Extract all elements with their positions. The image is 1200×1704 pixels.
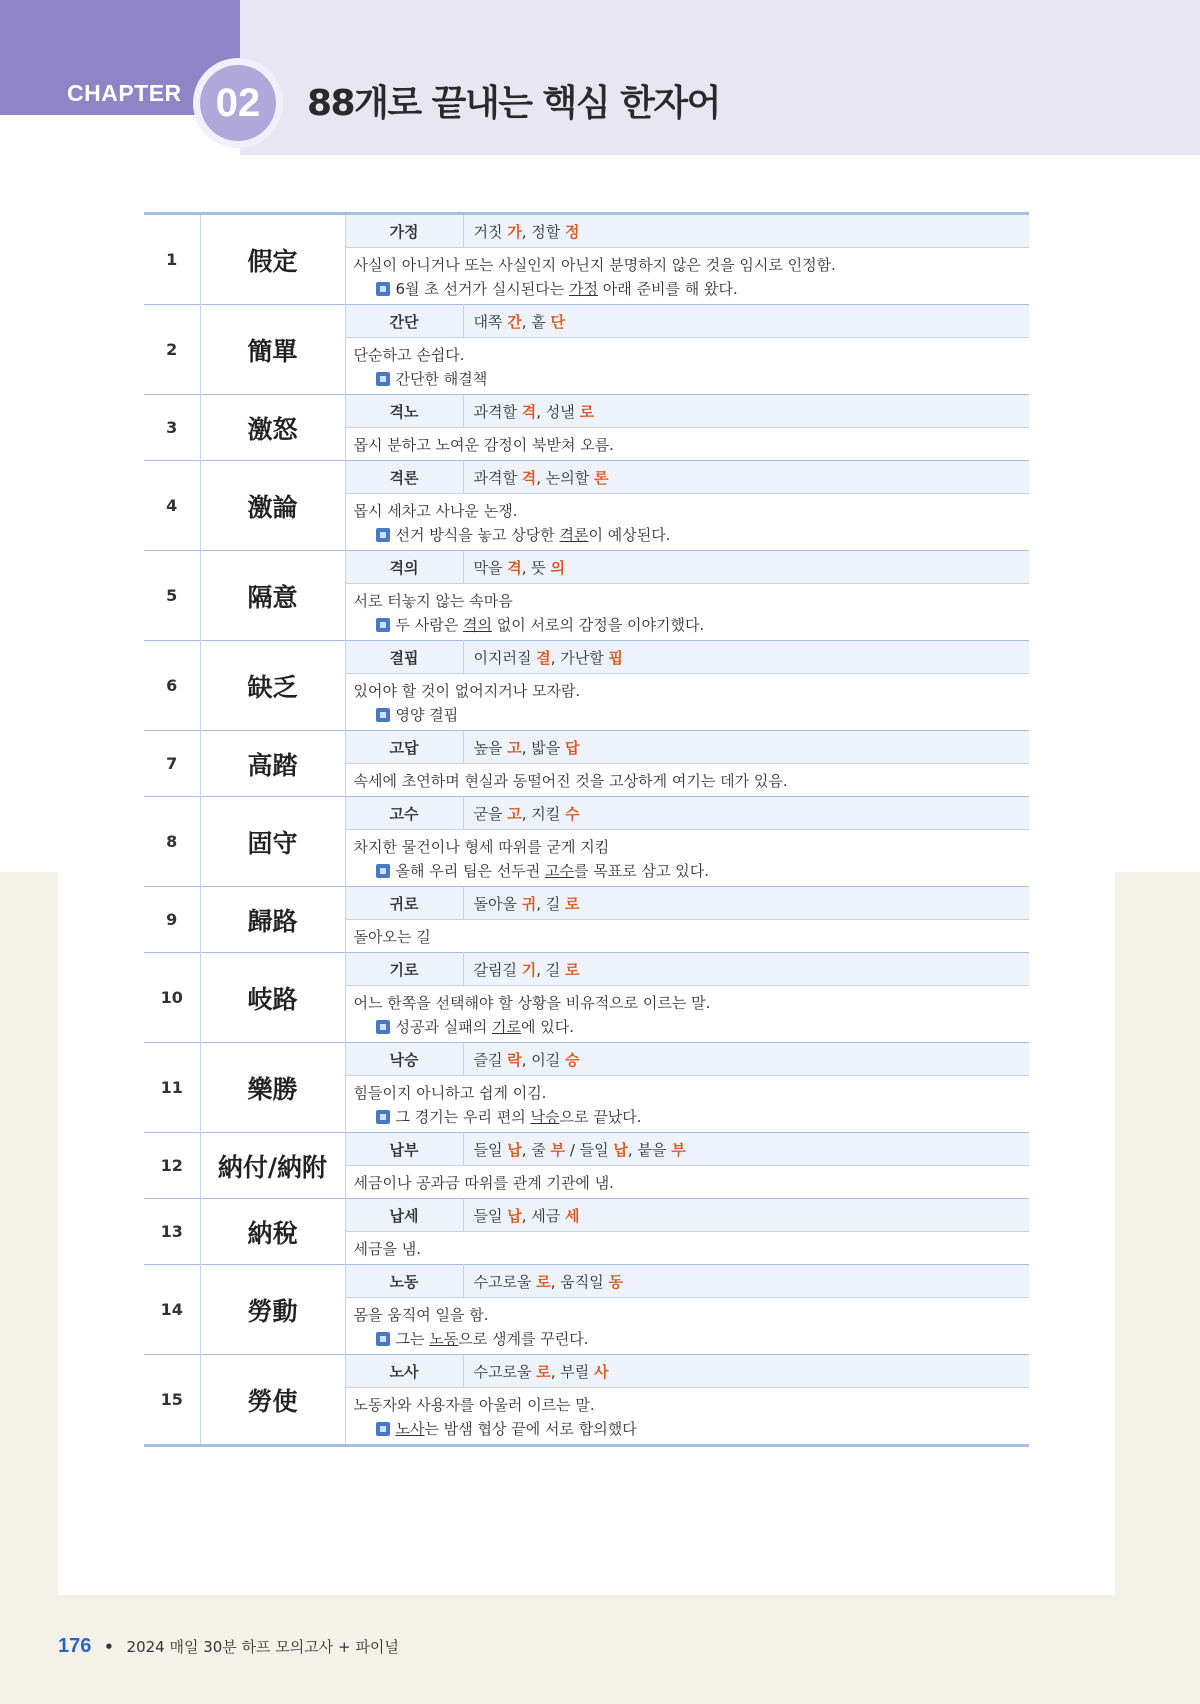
entry-group	[144, 1199, 1029, 1265]
character-sound: 사	[594, 1362, 609, 1381]
entry-char-meaning	[463, 1043, 1029, 1076]
entry-number: 2	[144, 305, 200, 395]
example-text: 으로 생계를 꾸린다.	[458, 1330, 589, 1348]
entry-number: 3	[144, 395, 200, 461]
chapter-label: CHAPTER	[67, 80, 182, 106]
example-icon	[376, 1110, 390, 1124]
entry-reading: 간단	[345, 305, 463, 338]
character-sound: 락	[507, 1050, 522, 1069]
entry-definition-cell	[345, 1076, 1029, 1133]
character-sound: 론	[594, 468, 609, 487]
entry-char-meaning	[463, 641, 1029, 674]
entry-hanja: 假定	[200, 214, 345, 305]
example-icon	[376, 864, 390, 878]
character-sound: 의	[550, 558, 566, 577]
character-gloss: , 홑	[521, 312, 551, 331]
entry-reading: 납세	[345, 1199, 463, 1232]
page-title: 88개로 끝내는 핵심 한자어	[307, 83, 720, 124]
character-sound: 수	[565, 804, 580, 823]
entry-definition: 있어야 할 것이 없어지거나 모자람.	[353, 682, 581, 700]
entry-group	[144, 1043, 1029, 1133]
entry-definition-cell	[345, 1298, 1029, 1355]
character-gloss: 대쪽	[473, 312, 508, 331]
example-icon	[376, 528, 390, 542]
example-icon	[376, 1422, 390, 1436]
character-gloss: 즐길	[473, 1050, 508, 1069]
entry-reading: 납부	[345, 1133, 463, 1166]
entry-head-row	[144, 214, 1029, 248]
entry-number: 13	[144, 1199, 200, 1265]
example-text: 아래 준비를 해 왔다.	[598, 280, 738, 298]
entry-hanja: 勞動	[200, 1265, 345, 1355]
character-sound: 기	[521, 960, 537, 979]
entry-char-meaning	[463, 305, 1029, 338]
entry-definition-cell	[345, 986, 1029, 1043]
example-text: 으로 끝났다.	[559, 1108, 642, 1126]
character-sound: 로	[536, 1272, 551, 1291]
entry-head-row	[144, 305, 1029, 338]
character-gloss: 과격할	[473, 402, 522, 421]
entry-number: 14	[144, 1265, 200, 1355]
entry-reading: 격의	[345, 551, 463, 584]
entry-example	[354, 613, 1022, 637]
entry-group	[144, 305, 1029, 395]
character-gloss: 거짓	[473, 222, 508, 241]
character-gloss: , 줄	[521, 1140, 551, 1159]
entry-char-meaning	[463, 214, 1029, 248]
character-sound: 로	[565, 894, 580, 913]
entry-hanja: 樂勝	[200, 1043, 345, 1133]
character-sound: 답	[565, 738, 580, 757]
entry-definition: 세금을 냄.	[353, 1240, 421, 1258]
entry-number: 1	[144, 214, 200, 305]
entry-hanja: 納稅	[200, 1199, 345, 1265]
character-sound: 단	[550, 312, 566, 331]
example-text: 그 경기는 우리 편의	[395, 1108, 531, 1126]
example-term: 기로	[491, 1018, 521, 1036]
entry-group	[144, 551, 1029, 641]
entry-group	[144, 395, 1029, 461]
entry-definition-cell	[345, 338, 1029, 395]
character-gloss: 과격할	[473, 468, 522, 487]
character-gloss: 들일	[473, 1140, 508, 1159]
entry-char-meaning	[463, 1199, 1029, 1232]
entry-reading: 귀로	[345, 887, 463, 920]
character-sound: 정	[565, 222, 580, 241]
character-gloss: , 세금	[521, 1206, 566, 1225]
entry-hanja: 固守	[200, 797, 345, 887]
entry-reading: 가정	[345, 214, 463, 248]
character-gloss: 이지러질	[473, 648, 537, 667]
character-gloss: , 밟을	[521, 738, 566, 757]
character-sound: 간	[507, 312, 522, 331]
entry-hanja: 簡單	[200, 305, 345, 395]
character-sound: 로	[579, 402, 595, 421]
character-gloss: 높을	[473, 738, 508, 757]
entry-reading: 노사	[345, 1355, 463, 1388]
entry-example	[354, 859, 1022, 883]
entry-definition: 사실이 아니거나 또는 사실인지 아닌지 분명하지 않은 것을 임시로 인정함.	[353, 256, 836, 274]
character-gloss: , 부릴	[550, 1362, 595, 1381]
entry-hanja: 岐路	[200, 953, 345, 1043]
entry-number: 7	[144, 731, 200, 797]
character-gloss: 갈림길	[473, 960, 522, 979]
entry-head-row	[144, 797, 1029, 830]
footer-separator-dot: •	[104, 1638, 114, 1656]
entry-group	[144, 1265, 1029, 1355]
example-term: 낙승	[530, 1108, 560, 1126]
character-sound: 핍	[608, 648, 624, 667]
character-gloss: , 성낼	[536, 402, 580, 421]
entry-char-meaning	[463, 1265, 1029, 1298]
entry-group	[144, 887, 1029, 953]
entry-char-meaning	[463, 1133, 1029, 1166]
entry-example	[354, 1015, 1022, 1039]
entry-head-row	[144, 1133, 1029, 1166]
entry-group	[144, 641, 1029, 731]
example-text: 6월 초 선거가 실시된다는	[395, 280, 570, 298]
character-gloss: , 길	[536, 894, 566, 913]
character-gloss: , 뜻	[521, 558, 551, 577]
character-gloss: , 논의할	[536, 468, 595, 487]
entry-char-meaning	[463, 395, 1029, 428]
entry-number: 6	[144, 641, 200, 731]
entry-char-meaning	[463, 887, 1029, 920]
entry-example	[354, 703, 1022, 727]
character-gloss: 굳을	[473, 804, 508, 823]
example-term: 노동	[429, 1330, 459, 1348]
example-text: 선거 방식을 놓고 상당한	[395, 526, 560, 544]
entry-char-meaning	[463, 551, 1029, 584]
entry-head-row	[144, 551, 1029, 584]
entry-number: 10	[144, 953, 200, 1043]
entry-number: 12	[144, 1133, 200, 1199]
chapter-number: 02	[215, 80, 261, 125]
chapter-badge	[200, 65, 276, 141]
example-term: 격의	[463, 616, 492, 634]
entry-group	[144, 214, 1029, 305]
example-icon	[376, 618, 390, 632]
character-sound: 승	[565, 1050, 580, 1069]
entry-head-row	[144, 641, 1029, 674]
example-icon	[376, 372, 390, 386]
character-sound: 가	[507, 222, 522, 241]
entry-reading: 격론	[345, 461, 463, 494]
page-footer	[58, 1635, 399, 1658]
character-sound: 귀	[521, 894, 537, 913]
entry-head-row	[144, 887, 1029, 920]
example-term: 고수	[544, 862, 574, 880]
entry-definition: 단순하고 손쉽다.	[353, 346, 465, 364]
entry-definition-cell	[345, 1166, 1029, 1199]
entry-example	[354, 367, 1022, 391]
example-text: 는 밤샘 협상 끝에 서로 합의했다	[424, 1420, 637, 1438]
character-gloss: / 들일	[565, 1140, 614, 1159]
example-icon	[376, 1332, 390, 1346]
entry-head-row	[144, 1199, 1029, 1232]
entry-definition-cell	[345, 248, 1029, 305]
character-gloss: , 이길	[521, 1050, 566, 1069]
entry-reading: 노동	[345, 1265, 463, 1298]
entry-definition: 몸을 움직여 일을 함.	[353, 1306, 489, 1324]
entry-reading: 기로	[345, 953, 463, 986]
entry-char-meaning	[463, 953, 1029, 986]
entry-reading: 결핍	[345, 641, 463, 674]
entry-example	[354, 523, 1022, 547]
character-sound: 납	[613, 1140, 628, 1159]
entry-definition: 어느 한쪽을 선택해야 할 상황을 비유적으로 이르는 말.	[353, 994, 711, 1012]
character-gloss: 들일	[473, 1206, 508, 1225]
entry-example	[354, 1327, 1022, 1351]
example-icon	[376, 708, 390, 722]
entry-definition: 서로 터놓지 않는 속마음	[353, 592, 513, 610]
entry-group	[144, 731, 1029, 797]
character-sound: 동	[608, 1272, 624, 1291]
entry-head-row	[144, 461, 1029, 494]
entry-hanja: 缺乏	[200, 641, 345, 731]
entry-hanja: 高踏	[200, 731, 345, 797]
character-gloss: 수고로울	[473, 1272, 537, 1291]
book-title: 2024 매일 30분 하프 모의고사 + 파이널	[126, 1638, 399, 1656]
entry-head-row	[144, 395, 1029, 428]
character-sound: 격	[521, 402, 537, 421]
entry-definition-cell	[345, 920, 1029, 953]
entry-char-meaning	[463, 797, 1029, 830]
entry-number: 5	[144, 551, 200, 641]
character-gloss: , 지킬	[521, 804, 566, 823]
entry-hanja: 激論	[200, 461, 345, 551]
entry-definition-cell	[345, 674, 1029, 731]
entry-group	[144, 1133, 1029, 1199]
entry-definition: 돌아오는 길	[353, 928, 431, 946]
entry-example	[354, 1417, 1022, 1441]
example-term: 가정	[569, 280, 599, 298]
entry-char-meaning	[463, 731, 1029, 764]
entry-char-meaning	[463, 1355, 1029, 1388]
example-term: 노사	[395, 1420, 425, 1438]
example-text: 성공과 실패의	[395, 1018, 492, 1036]
entry-reading: 고수	[345, 797, 463, 830]
example-icon	[376, 1020, 390, 1034]
entry-hanja: 隔意	[200, 551, 345, 641]
example-term: 격론	[559, 526, 589, 544]
character-sound: 결	[536, 648, 551, 667]
example-text: 에 있다.	[520, 1018, 574, 1036]
entry-number: 8	[144, 797, 200, 887]
entry-definition-cell	[345, 428, 1029, 461]
character-sound: 격	[521, 468, 537, 487]
entry-definition-cell	[345, 830, 1029, 887]
entry-definition-cell	[345, 1232, 1029, 1265]
entry-head-row	[144, 953, 1029, 986]
entry-reading: 낙승	[345, 1043, 463, 1076]
entry-definition: 차지한 물건이나 형세 따위를 굳게 지킴	[353, 838, 610, 856]
entry-group	[144, 1355, 1029, 1446]
character-sound: 세	[565, 1206, 580, 1225]
entry-hanja: 歸路	[200, 887, 345, 953]
entry-number: 15	[144, 1355, 200, 1446]
entry-hanja: 納付/納附	[200, 1133, 345, 1199]
entry-reading: 고답	[345, 731, 463, 764]
entry-head-row	[144, 1265, 1029, 1298]
character-gloss: , 정할	[521, 222, 566, 241]
entry-definition-cell	[345, 494, 1029, 551]
entry-group	[144, 797, 1029, 887]
character-sound: 로	[536, 1362, 551, 1381]
entry-example	[354, 1105, 1022, 1129]
example-text: 없이 서로의 감정을 이야기했다.	[491, 616, 705, 634]
example-text: 영양 결핍	[395, 706, 459, 724]
page-number: 176	[58, 1635, 92, 1657]
example-text: 두 사람은	[395, 616, 463, 634]
entry-definition: 힘들이지 아니하고 쉽게 이김.	[353, 1084, 547, 1102]
entry-head-row	[144, 1355, 1029, 1388]
example-text: 올해 우리 팀은 선두권	[395, 862, 545, 880]
entry-definition: 몹시 세차고 사나운 논쟁.	[353, 502, 518, 520]
entry-definition-cell	[345, 764, 1029, 797]
entry-definition-cell	[345, 1388, 1029, 1446]
entry-example	[354, 277, 1022, 301]
character-gloss: 돌아올	[473, 894, 522, 913]
example-text: 간단한 해결책	[395, 370, 488, 388]
example-text: 를 목표로 삼고 있다.	[573, 862, 709, 880]
character-sound: 로	[565, 960, 580, 979]
character-sound: 격	[507, 558, 522, 577]
character-sound: 고	[507, 804, 522, 823]
entry-group	[144, 953, 1029, 1043]
entry-head-row	[144, 1043, 1029, 1076]
character-sound: 고	[507, 738, 522, 757]
entry-char-meaning	[463, 461, 1029, 494]
example-text: 그는	[395, 1330, 430, 1348]
character-sound: 부	[671, 1140, 686, 1159]
character-gloss: , 길	[536, 960, 566, 979]
entry-head-row	[144, 731, 1029, 764]
entry-definition: 노동자와 사용자를 아울러 이르는 말.	[353, 1396, 595, 1414]
entry-definition: 세금이나 공과금 따위를 관계 기관에 냄.	[353, 1174, 614, 1192]
vocabulary-table	[144, 212, 1029, 1447]
entry-group	[144, 461, 1029, 551]
entry-number: 4	[144, 461, 200, 551]
character-gloss: 수고로울	[473, 1362, 537, 1381]
character-gloss: , 붙을	[627, 1140, 672, 1159]
entry-reading: 격노	[345, 395, 463, 428]
entry-number: 9	[144, 887, 200, 953]
entry-definition: 속세에 초연하며 현실과 동떨어진 것을 고상하게 여기는 데가 있음.	[353, 772, 788, 790]
entry-definition-cell	[345, 584, 1029, 641]
entry-hanja: 激怒	[200, 395, 345, 461]
entry-hanja: 勞使	[200, 1355, 345, 1446]
character-sound: 납	[507, 1140, 522, 1159]
character-gloss: , 가난할	[550, 648, 609, 667]
example-text: 이 예상된다.	[588, 526, 671, 544]
entry-number: 11	[144, 1043, 200, 1133]
character-gloss: 막을	[473, 558, 508, 577]
entry-definition: 몹시 분하고 노여운 감정이 북받쳐 오름.	[353, 436, 614, 454]
character-sound: 부	[550, 1140, 566, 1159]
character-gloss: , 움직일	[550, 1272, 609, 1291]
example-icon	[376, 282, 390, 296]
character-sound: 납	[507, 1206, 522, 1225]
